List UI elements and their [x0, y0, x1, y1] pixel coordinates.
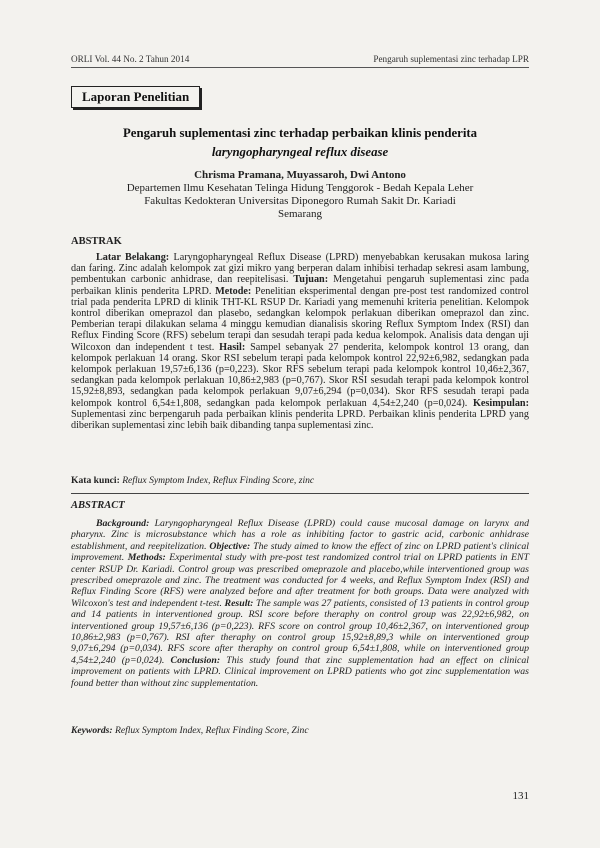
abstract-label-result: Result: [224, 597, 254, 609]
abstract-body [71, 518, 529, 689]
article-title [71, 124, 529, 162]
abstrak-text-background: Laryngopharyngeal Reflux Disease (LPRD) menyebabkan kerusakan mukosa laring dan faring. Zinc adalah kelompok zat gizi mikro yang berperan dalam inhibisi terhadap sekresi asam lambung, pembentukan carbonic anhidrase, dan reepitelisasi. [71, 252, 529, 286]
abstract-label-objective: Objective: [209, 540, 251, 552]
title-line-2: laryngopharyngeal reflux disease [211, 145, 389, 159]
journal-citation: ORLI Vol. 44 No. 2 Tahun 2014 [71, 54, 190, 64]
abstract-text-objective: The study aimed to know the effect of zinc on LPRD patient's clinical improvement. [71, 540, 529, 564]
running-header [71, 54, 529, 68]
abstrak-text-tujuan: Mengetahui pengaruh suplementasi zinc pada perbaikan klinis penderita LPRD. [71, 274, 529, 297]
abstract-text-conclusion: This study found that zinc supplementation had an effect on clinical improvement on patients with LPRD. Clinical improvement on LPRD patients who got zinc supplementation was found better than without zinc supplementation. [71, 654, 529, 689]
affiliation-line-2: Fakultas Kedokteran Universitas Diponegoro Rumah Sakit Dr. Kariadi [144, 195, 456, 207]
keywords [71, 725, 529, 736]
abstrak-label-hasil: Hasil: [219, 341, 246, 353]
abstract-text-background: Laryngopharyngeal Reflux Disease (LPRD) could cause mucosal damage on larynx and pharynx. Zinc is microsubstance which has a role as inhibiting factor to gastric acid, carbonic anhidrase establishment, and reepitelization. [71, 518, 530, 552]
running-title: Pengaruh suplementasi zinc terhadap LPR [373, 54, 529, 64]
abstrak-body [71, 252, 529, 431]
abstract-label-conclusion: Conclusion: [170, 654, 221, 666]
abstrak-text-kesimpulan: Suplementasi zinc berpengaruh pada perbaikan klinis penderita LPRD. Perbaikan klinis penderita LPRD yang diberikan suplementasi zinc lebih baik dibanding tanpa suplementasi zinc. [71, 408, 529, 432]
article-type-label: Laporan Penelitian [71, 86, 200, 108]
keywords-label: Keywords: [71, 725, 113, 736]
title-line-1: Pengaruh suplementasi zinc terhadap perbaikan klinis penderita [122, 126, 478, 140]
abstrak-heading: ABSTRAK [71, 236, 122, 247]
abstrak-label-tujuan: Tujuan: [293, 274, 329, 286]
abstract-text-result: The sample was 27 patients, consisted of 13 patients in control group and 14 patients in interventioned group. RSI score before theraphy on control group was 22,92±6,982, on interventioned group 19,57±6,136 (p=0,223). RFS score on control group 10,46±2,367, on interventioned group 10,86±2,983 (p=0,767). RSI after theraphy on control group 15,92±8,89,3 while on interventioned group 9,07±6,294 (p=0,034). RFS score after theraphy on control group 6,54±1,808, while on interventioned group 4,54±2,240 (p=0,024). [71, 597, 529, 666]
abstrak-label-metode: Metode: [215, 285, 252, 297]
abstract-text-methods: Experimental study with pre-post test randomized control trial on LPRD patients in ENT center RSUP Dr. Kariadi. Control group was prescribed omeprazole and placebo,while interventioned group was prescribed omeprazole and zinc. The treatment was conducted for 4 weeks, and Reflux Symptom Index (RSI) and Reflux Finding Score (RFS) were analyzed before and after treatment for both groups. Data were analyzed with Wilcoxon's test and independent t-test. [71, 552, 530, 609]
abstract-label-methods: Methods: [127, 552, 166, 564]
affiliation-city: Semarang [278, 208, 322, 220]
abstract-heading: ABSTRACT [71, 500, 125, 511]
abstract-label-background: Background: [96, 518, 150, 529]
author-names: Chrisma Pramana, Muyassaroh, Dwi Antono [194, 169, 406, 181]
author-block [71, 169, 529, 221]
abstrak-text-hasil: Sampel sebanyak 27 penderita, kelompok kontrol 13 orang, dan kelompok perlakuan 14 orang. Skor RSI sebelum terapi pada kelompok kontrol 22,92±6,982, sedangkan pada kelompok perlakuan 19,57±6,136 (p=0,223). Skor RFS sebelum terapi pada kelompok kontrol 10,46±2,367, sedangkan pada kelompok perlakuan 10,86±2,983 (p=0,767). Skor RSI sesudah terapi pada kelompok kontrol 15,92±8,893, sedangkan pada kelompok perlakuan 9,07±6,294 (p=0,034). Skor RFS sesudah terapi pada kelompok kontrol 6,54±1,808, sedangkan pada kelompok perlakuan 4,54±2,240 (p=0,024). [71, 341, 529, 409]
abstrak-label-kesimpulan: Kesimpulan: [472, 397, 529, 409]
kata-kunci [71, 475, 529, 486]
page-number: 131 [512, 790, 529, 802]
affiliation-line-1: Departemen Ilmu Kesehatan Telinga Hidung Tenggorok - Bedah Kepala Leher [126, 182, 474, 194]
kata-kunci-label: Kata kunci: [71, 475, 120, 486]
kata-kunci-text: Reflux Symptom Index, Reflux Finding Score, zinc [122, 475, 315, 486]
abstrak-text-metode: Penelitian eksperimental dengan pre-post test randomized control trial pada penderita LPRD di klinik THT-KL RSUP Dr. Kariadi yang memenuhi kriteria penelitian. Kelompok kontrol diberikan omeprazol dan plasebo, sedangkan kelompok perlakuan diberikan omeprazol dan zinc. Pemberian terapi dilakukan selama 4 minggu kemudian dianalisis skoring Reflux Symptom Index (RSI) dan Reflux Finding Score (RFS) sebelum terapi dan sesudah terapi pada kedua kelompok. Analisis data dengan uji Wilcoxon dan independent t test. [71, 285, 530, 353]
abstrak-label-background: Latar Belakang: [96, 252, 170, 263]
keywords-text: Reflux Symptom Index, Reflux Finding Score, Zinc [114, 725, 309, 736]
section-divider [71, 493, 529, 494]
